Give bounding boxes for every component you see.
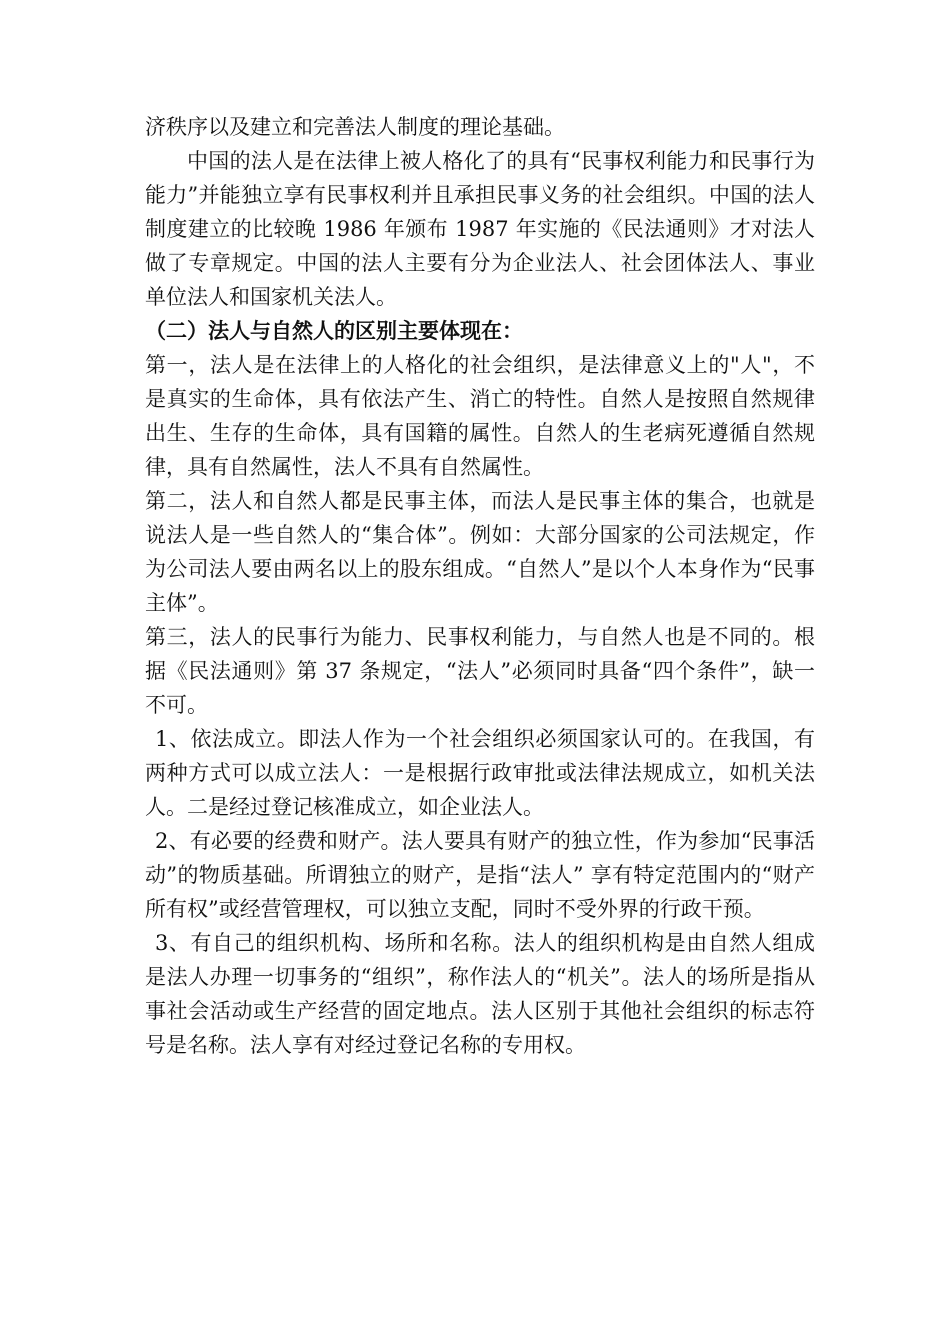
paragraph-third: 第三，法人的民事行为能力、民事权利能力，与自然人也是不同的。根据《民法通则》第 37 条规定，“法人”必须同时具备“四个条件”，缺一不可。	[145, 625, 815, 717]
list-item-1: 1、依法成立。即法人作为一个社会组织必须国家认可的。在我国，有两种方式可以成立法人：一是根据行政审批或法律法规成立，如机关法人。二是经过登记核准成立，如企业法人。	[145, 727, 815, 819]
paragraph-second: 第二，法人和自然人都是民事主体，而法人是民事主体的集合，也就是说法人是一些自然人的“集合体”。例如：大部分国家的公司法规定，作为公司法人要由两名以上的股东组成。“自然人”是以个人本身作为“民事主体”。	[145, 489, 815, 615]
paragraph-definition: 中国的法人是在法律上被人格化了的具有“民事权利能力和民事行为能力”并能独立享有民事权利并且承担民事义务的社会组织。中国的法人制度建立的比较晚 1986 年颁布 1987 年实施的《民法通则》才对法人做了专章规定。中国的法人主要有分为企业法人、社会团体法人、事业单位法人和国家机关法人。	[145, 149, 815, 309]
section-heading: （二）法人与自然人的区别主要体现在：	[145, 318, 523, 343]
list-item-2: 2、有必要的经费和财产。法人要具有财产的独立性，作为参加“民事活动”的物质基础。所谓独立的财产，是指“法人” 享有特定范围内的“财产所有权”或经营管理权，可以独立支配，同时不受外界的行政干预。	[145, 829, 815, 921]
paragraph-continuation: 济秩序以及建立和完善法人制度的理论基础。	[145, 115, 565, 139]
document-body	[145, 110, 815, 1062]
list-item-3: 3、有自己的组织机构、场所和名称。法人的组织机构是由自然人组成是法人办理一切事务的“组织”，称作法人的“机关”。法人的场所是指从事社会活动或生产经营的固定地点。法人区别于其他社会组织的标志符号是名称。法人享有对经过登记名称的专用权。	[145, 931, 815, 1057]
paragraph-first: 第一，法人是在法律上的人格化的社会组织，是法律意义上的"人"，不是真实的生命体，具有依法产生、消亡的特性。自然人是按照自然规律出生、生存的生命体，具有国籍的属性。自然人的生老病死遵循自然规律，具有自然属性，法人不具有自然属性。	[145, 353, 815, 479]
